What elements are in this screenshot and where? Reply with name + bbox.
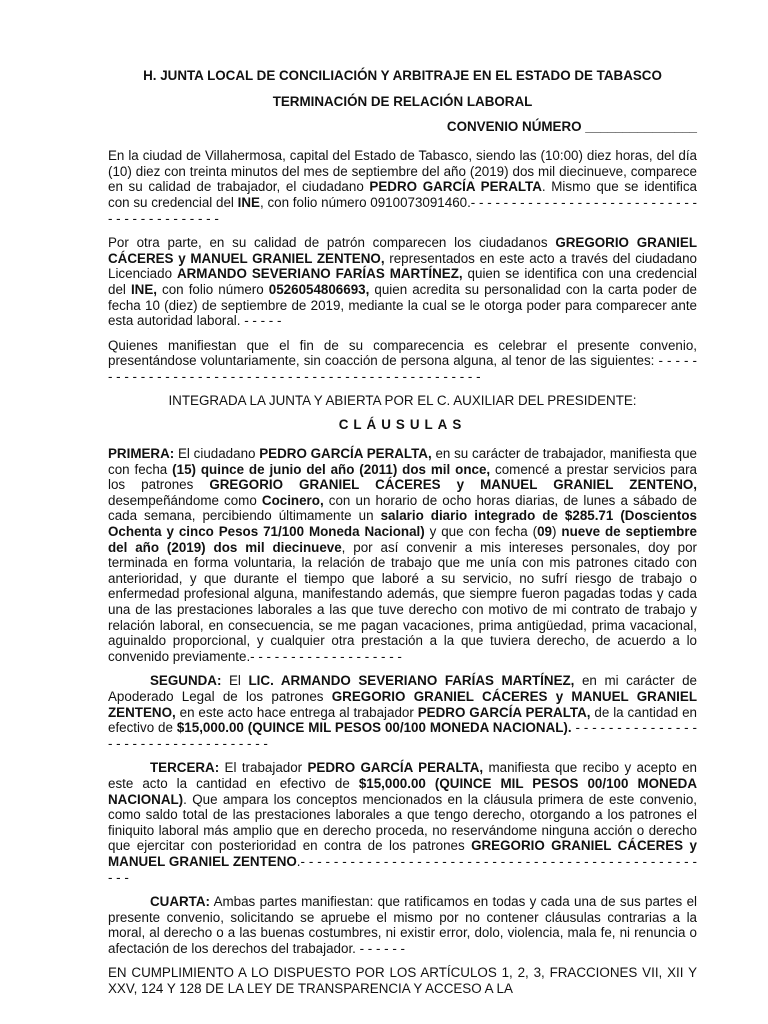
text: de la cantidad en efectivo de [108,704,697,736]
text: quien se identifica con una credencial del [108,266,697,297]
text: desempeñándome como [108,492,262,508]
amount: $15,000.00 (QUINCE MIL PESOS 00/100 MONEDA NACIONAL). [176,720,572,736]
worker-name: PEDRO GARCÍA PERALTA, [417,704,591,720]
lawyer-name: ARMANDO SEVERIANO FARÍAS MARTÍNEZ, [176,266,463,282]
convenio-number: CONVENIO NÚMERO _______________ [446,119,697,135]
integrada-heading: INTEGRADA LA JUNTA Y ABIERTA POR EL C. AUXILIAR DEL PRESIDENTE: [168,393,637,409]
ine-label: INE, [130,281,157,297]
text: en este acto hace entrega al trabajador [175,704,418,720]
end-date: nueve de septiembre del año (2019) dos mil diecinueve [108,524,697,555]
text: en su carácter de trabajador, manifiesta que con fecha [108,446,697,477]
salary: salario diario integrado de $285.71 (Doscientos Ochenta y cinco Pesos 71/100 Moneda Nacional) [108,508,697,540]
text: En la ciudad de Villahermosa, capital del Estado de Tabasco, siendo las (10:00) diez horas, del día (10) diez con treinta minutos del mes de septiembre del año (2019) dos mil diecinueve, comparece en su calidad de trabajador, el ciudadano [108,148,697,195]
text: . Que ampara los conceptos mencionados en la cláusula primera de este convenio, como saldo total de las prestaciones laborales a que tengo derecho, otorgando a los patrones el finiquito laboral más amplio que en derecho proceda, no reservándome ninguna acción o derecho que ejercitar con posterioridad en contra de los patrones [108,791,697,854]
clausula-segunda [108,673,697,751]
clausula-label: SEGUNDA: [150,673,222,689]
clausula-label: CUARTA: [150,894,210,910]
text: , con folio número 0910073091460.- - - - - - - - - - - - - - - - - - - - - - - - - - - - - - - - - - - - - - - - - - [108,194,697,226]
worker-name: PEDRO GARCÍA PERALTA, [307,760,484,776]
text: .- - - - - - - - - - - - - - - - - - - - - - - - - - - - - - - - - - - - - - - - - - - - - - - - - - - [108,853,697,885]
paragraph-trabajador [108,148,697,226]
text: , por así convenir a mis intereses personales, doy por terminada en forma voluntaria, la relación de trabajo que me unía con mis patrones citado con anterioridad, y que durante el tiempo que laboré a su servicio, no sufrí riesgo de trabajo o enfermedad profesional alguna, manifestando además, que siempre fueron pagadas todas y cada una de las prestaciones laborales a las que tuve derecho con motivo de mi contrato de trabajo y relación laboral, en consecuencia, se me pagan vacaciones, prima antigüedad, prima vacacional, aguinaldo proporcional, y cualquier otra prestación a la que tuviera derecho, de acuerdo a lo convenido previamente.- - - - - - - - - - - - - - - - - - - [108,539,697,664]
paragraph-transparencia: EN CUMPLIMIENTO A LO DISPUESTO POR LOS ARTÍCULOS 1, 2, 3, FRACCIONES VII, XII Y XXV, 124 Y 128 DE LA LEY DE TRANSPARENCIA Y ACCESO A LA [108,965,697,997]
folio-number: 0526054806693, [268,281,370,297]
text: El [221,673,249,689]
clausula-tercera [108,760,697,885]
clausulas-heading: CLÁUSULAS [338,417,467,433]
ine-label: INE [237,194,260,210]
text: manifiesta que recibo y acepto en este acto la cantidad en efectivo de [108,760,697,791]
clausula-primera [108,446,697,664]
job-title: Cocinero, [261,492,324,508]
document-subtitle: TERMINACIÓN DE RELACIÓN LABORAL [272,93,533,109]
worker-name: PEDRO GARCÍA PERALTA [369,179,542,195]
text: comencé a prestar servicios para los patrones [108,461,697,493]
text: El trabajador [219,760,308,776]
text: . Mismo que se identifica con su credencial del [108,179,697,210]
text: con un horario de ocho horas diarias, de lunes a sábado de cada semana, percibiendo últimamente un [108,492,697,524]
clausula-label: TERCERA: [150,760,220,776]
employer-names: GREGORIO GRANIEL CÁCERES y MANUEL GRANIEL ZENTENO, [108,235,697,266]
employer-names: GREGORIO GRANIEL CÁCERES y MANUEL GRANIEL ZENTENO, [108,688,697,720]
start-date: (15) quince de junio del año (2011) dos mil once, [172,461,491,477]
text: ) [552,524,562,540]
lawyer-name: LIC. ARMANDO SEVERIANO FARÍAS MARTÍNEZ, [248,673,575,689]
paragraph-comparecencia: Quienes manifiestan que el fin de su comparecencia es celebrar el presente convenio, presentándose voluntariamente, sin coacción de persona alguna, al tenor de las siguientes: - - - - - - - - - - - - - - - - - - - - - - - - - - - - - - - - - - - - - - - - - - - - - - - - - - - [108,337,697,384]
text: y que con fecha ( [424,524,538,540]
text: quien acredita su personalidad con la carta poder de fecha 10 (diez) de septiembre de 2019, mediante la cual se le otorga poder para comparecer ante esta autoridad laboral. - - - - - [108,281,697,329]
employer-names: GREGORIO GRANIEL CÁCERES y MANUEL GRANIEL ZENTENO, [209,477,698,493]
document-body [108,68,697,997]
text: - - - - - - - - - - - - - - - - - - - - - - - - - - - - - - - - - - - [108,720,697,751]
document-title: H. JUNTA LOCAL DE CONCILIACIÓN Y ARBITRAJE EN EL ESTADO DE TABASCO [143,68,662,83]
text: Ambas partes manifiestan: que ratificamos en todas y cada una de sus partes el presente convenio, solicitando se apruebe el mismo por no contener cláusulas contrarias a la moral, al derecho o a las buenas costumbres, ni existir error, dolo, violencia, mala fe, ni renuncia o afectación de los derechos del trabajador. - - - - - - [108,894,697,956]
text: representados en este acto a través del ciudadano Licenciado [108,250,697,282]
text: El ciudadano [174,446,260,462]
end-day: 09 [537,524,553,540]
text: en mi carácter de Apoderado Legal de los patrones [108,673,698,704]
worker-name: PEDRO GARCÍA PERALTA, [259,446,432,462]
employer-names: GREGORIO GRANIEL CÁCERES y MANUEL GRANIEL ZENTENO [108,838,697,869]
clausula-label: PRIMERA: [108,446,175,462]
paragraph-patron [108,235,697,329]
clausula-cuarta [108,894,697,956]
text: Por otra parte, en su calidad de patrón comparecen los ciudadanos [108,235,556,251]
amount: $15,000.00 (QUINCE MIL PESOS 00/100 MONEDA NACIONAL) [108,775,697,807]
text: con folio número [156,281,269,297]
